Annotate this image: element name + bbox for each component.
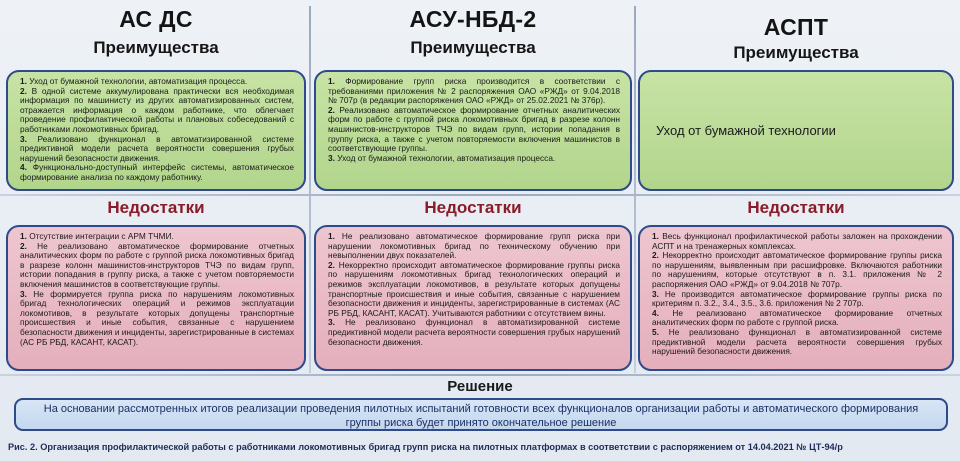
advantages-card bbox=[6, 70, 306, 191]
disadvantages-card bbox=[638, 225, 954, 371]
list-item: 3. Не формируется группа риска по нарушениям локомотивных бригад технологических операций и режимов эксплуатации локомотивов, в результате которых допущены транспортные происшествия и иные события, связанные с нарушением безопасности движения и инциденты, зарегистрированные в системах (АС РБ РБД, КАСАНТ, КАСАТ). bbox=[20, 288, 294, 347]
advantages-card bbox=[638, 70, 954, 191]
list-item: 3. Не реализовано функционал в автоматизированной системе предиктивной модели расчета вероятности совершения грубых нарушений безопасности движения. bbox=[328, 317, 620, 347]
list-item: 1. Весь функционал профилактической работы заложен на прохождении АСПТ и на тренажерных комплексах. bbox=[652, 231, 942, 251]
figure-caption: Рис. 2. Организация профилактической работы с работниками локомотивных бригад групп риска на пилотных платформах в соответствии с распоряжением от 14.04.2021 № ЦТ-94/р bbox=[8, 442, 843, 452]
list-item: 2. Не реализовано автоматическое формирование отчетных аналитических форм по работе с группой риска локомотивных бригад в разрезе колонн машинистов-инструкторов ТЧЭ по видам групп, истории попадания в группу риска, а также с учетом повторяемости включения машинистов в соответствующие группы. bbox=[20, 240, 294, 289]
list-item: 1. Уход от бумажной технологии, автоматизация процесса. bbox=[20, 76, 248, 86]
list-item: 1. Отсутствие интеграции с АРМ ТЧМИ. bbox=[20, 231, 174, 241]
disadvantages-heading: Недостатки bbox=[747, 198, 845, 217]
solution-text: На основании рассмотренных итогов реализации проведения пилотных испытаний готовности всех функционалов организации работы и автоматического формирования группы риска будет принято окончательное решение bbox=[43, 403, 919, 429]
list-item: 1. Формирование групп риска производится в соответствии с требованиями приложения № 2 распоряжения ОАО «РЖД» от 9.04.2018 № 707р (в редакции распоряжения ОАО «РЖД» от 25.02.2021 № 376р). bbox=[328, 76, 620, 106]
list-item: 3. Не производится автоматическое формирование группы риска по критериям п. 3.2., 3.4., 3.5., 3.6. приложения № 2 707р. bbox=[652, 288, 942, 309]
list-item: 5. Не реализовано функционал в автоматизированной системе предиктивной модели расчета вероятности совершения грубых нарушений безопасности движения. bbox=[652, 326, 942, 357]
section-divider bbox=[0, 194, 960, 196]
solution-heading: Решение bbox=[447, 378, 513, 395]
list-item: 3. Уход от бумажной технологии, автоматизация процесса. bbox=[328, 152, 556, 163]
list-item: 1. Не реализовано автоматическое формирование групп риска при нарушении локомотивных бригад по техническому обучению при невыполнении двух показателей. bbox=[328, 231, 620, 261]
list-item: 3. Реализовано функционал в автоматизированной системе предиктивной модели расчета вероятности совершения грубых нарушений безопасности движения. bbox=[20, 133, 294, 163]
column-divider bbox=[634, 6, 636, 373]
list-item: 2. Реализовано автоматическое формирование отчетных аналитических форм по работе с группой риска локомотивных бригад в разрезе колонн машинистов-инструкторов ТЧЭ по видам групп, истории попадания в группу риска, а также с учетом повторяемости включения машинистов в соответствующие группы. bbox=[328, 104, 620, 154]
advantages-heading: Преимущества bbox=[733, 43, 859, 62]
list-item: 4. Не реализовано автоматическое формирование отчетных аналитических форм по работе с группой риска. bbox=[652, 307, 942, 328]
column-divider bbox=[309, 6, 311, 373]
advantages-card bbox=[314, 70, 632, 191]
list-item: 2. В одной системе аккумулирована практически вся необходимая информация по машинисту из других автоматизированных систем, отражается информация о каждом работнике, что облегчает проведение профилактической работы и плановых собеседований с работниками локомотивных бригад. bbox=[20, 85, 294, 134]
disadvantages-card bbox=[6, 225, 306, 371]
disadvantages-card bbox=[314, 225, 632, 371]
list-item: 4. Функционально-доступный интерфейс системы, автоматическое формирование анализа по каждому работнику. bbox=[20, 162, 295, 182]
advantages-heading: Преимущества bbox=[93, 38, 219, 57]
list-item: 2. Некорректно происходит автоматическое формирование группы риска по нарушениям локомотивных бригад технологических операций и режимов эксплуатации локомотивов, в результате которых допущены транспортные происшествия и иные события, связанные с нарушением безопасности движения и инциденты, зарегистрированные в системах (АС РБ РБД, КАСАНТ, КАСАТ). Учитываются работники с отсутствием вины. bbox=[328, 259, 620, 318]
advantages-text: Уход от бумажной технологии bbox=[656, 123, 836, 138]
system-title: АСПТ bbox=[763, 14, 829, 40]
system-title: АСУ-НБД-2 bbox=[409, 6, 537, 32]
system-title: АС ДС bbox=[119, 6, 193, 32]
list-item: 2. Некорректно происходит автоматическое формирование группы риска по нарушениям, выявленным при расшифровке. Включаются работники по нарушениям, которые отсутствуют в п. 3.1. приложения № 2 распоряжения ОАО «РЖД» от 9.04.2018 № 707р. bbox=[652, 250, 942, 289]
advantages-heading: Преимущества bbox=[410, 38, 536, 57]
solution-box bbox=[14, 398, 948, 431]
disadvantages-heading: Недостатки bbox=[424, 198, 522, 217]
disadvantages-heading: Недостатки bbox=[107, 198, 205, 217]
section-divider bbox=[0, 374, 960, 376]
